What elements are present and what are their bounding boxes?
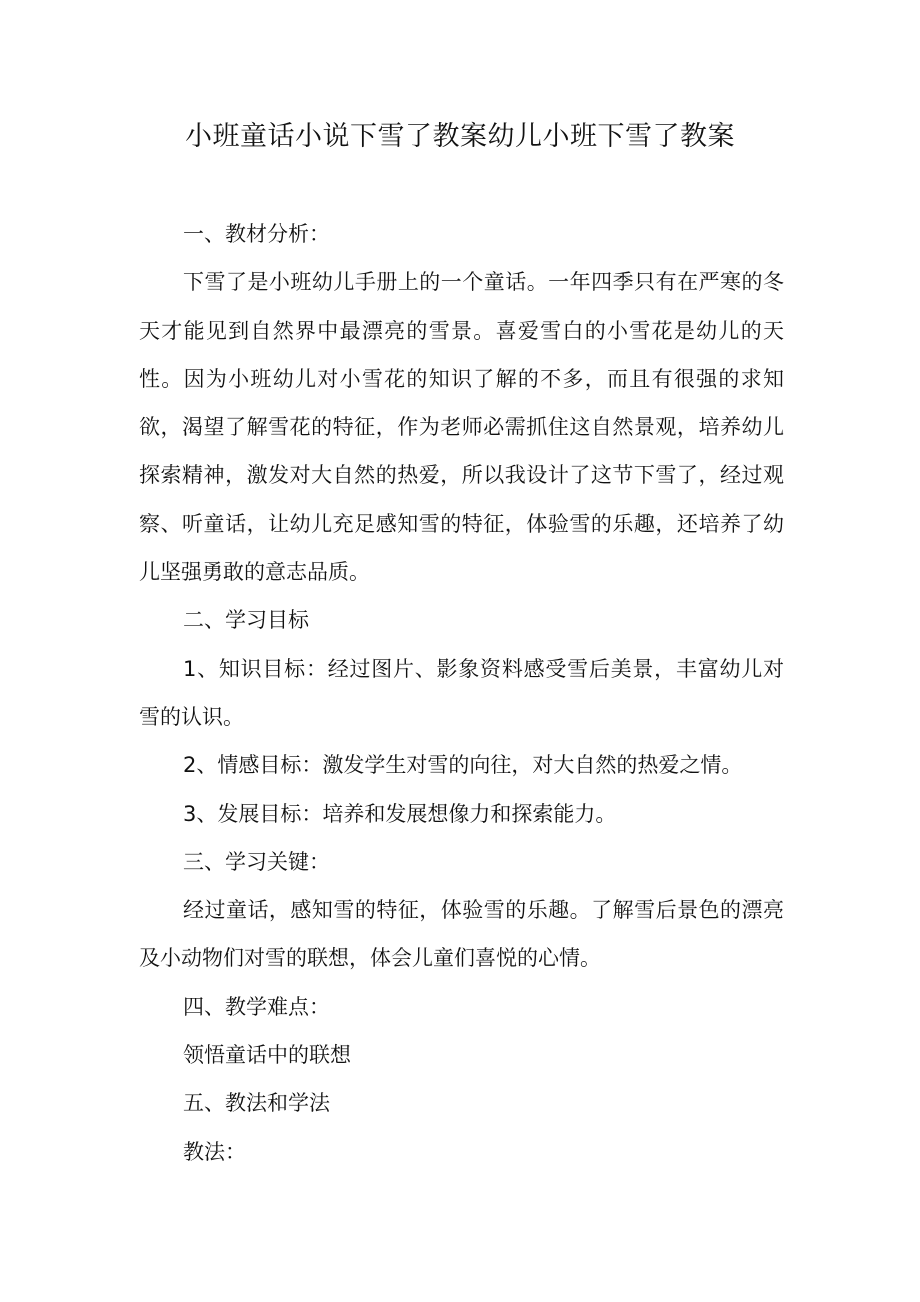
goal-knowledge: 1、知识目标：经过图片、影象资料感受雪后美景，丰富幼儿对雪的认识。 bbox=[139, 656, 784, 729]
document-title: 小班童话小说下雪了教案幼儿小班下雪了教案 bbox=[185, 121, 735, 152]
paragraph-difficulties: 领悟童话中的联想 bbox=[183, 1043, 351, 1068]
goal-emotion: 2、情感目标：激发学生对雪的向往，对大自然的热爱之情。 bbox=[183, 753, 743, 778]
section-heading-difficulties: 四、教学难点： bbox=[183, 994, 330, 1019]
document-body bbox=[139, 210, 784, 1176]
paragraph-key-points: 经过童话，感知雪的特征，体验雪的乐趣。了解雪后景色的漂亮及小动物们对雪的联想，体会儿童们喜悦的心情。 bbox=[139, 898, 784, 971]
goal-development: 3、发展目标：培养和发展想像力和探索能力。 bbox=[183, 801, 617, 826]
subheading-teaching-methods: 教法： bbox=[183, 1139, 246, 1164]
section-heading-learning-goals: 二、学习目标 bbox=[183, 608, 309, 633]
section-heading-methods: 五、教法和学法 bbox=[183, 1091, 330, 1116]
section-heading-key-points: 三、学习关键： bbox=[183, 849, 330, 874]
section-heading-material-analysis: 一、教材分析： bbox=[183, 222, 330, 246]
paragraph-material-analysis: 下雪了是小班幼儿手册上的一个童话。一年四季只有在严寒的冬天才能见到自然界中最漂亮的雪景。喜爱雪白的小雪花是幼儿的天性。因为小班幼儿对小雪花的知识了解的不多，而且有很强的求知欲，渴望了解雪花的特征，作为老师必需抓住这自然景观，培养幼儿探索精神，激发对大自然的热爱，所以我设计了这节下雪了，经过观察、听童话，让幼儿充足感知雪的特征，体验雪的乐趣，还培养了幼儿坚强勇敢的意志品质。 bbox=[139, 270, 784, 585]
